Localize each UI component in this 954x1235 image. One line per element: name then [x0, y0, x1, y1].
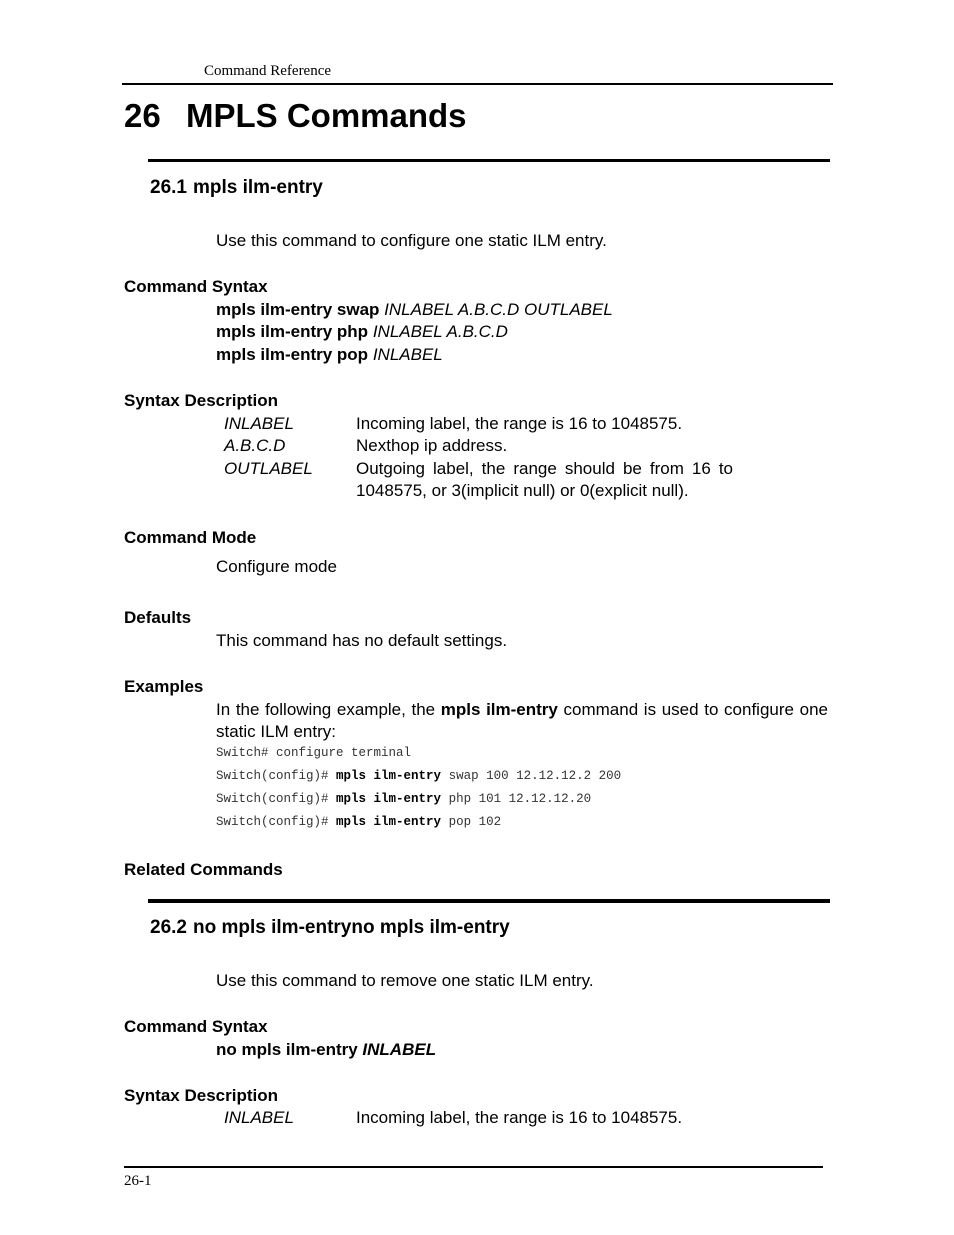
- examples-heading: Examples: [124, 677, 204, 696]
- param-name: INLABEL: [224, 1108, 294, 1127]
- param-name: INLABEL: [224, 414, 294, 433]
- syntax-command: no mpls ilm-entry: [216, 1040, 358, 1059]
- syntax-description-heading: Syntax Description: [124, 391, 278, 410]
- chapter-title: [124, 97, 467, 135]
- param-description: Nexthop ip address.: [356, 436, 508, 455]
- code-prompt: Switch(config)#: [216, 769, 337, 783]
- code-prompt: Switch(config)#: [216, 792, 337, 806]
- chapter-number: 26: [124, 97, 161, 134]
- code-line: [216, 769, 621, 783]
- syntax-line: [216, 300, 613, 320]
- syntax-command: mpls ilm-entry php: [216, 322, 369, 341]
- syntax-line: [216, 1040, 436, 1060]
- section-title: [150, 917, 510, 939]
- param-description: Incoming label, the range is 16 to 1048575.: [356, 1108, 683, 1127]
- syntax-description-heading: Syntax Description: [124, 1086, 278, 1105]
- section-title-text: no mpls ilm-entryno mpls ilm-entry: [193, 917, 510, 938]
- example-intro-command: mpls ilm-entry: [440, 700, 558, 719]
- section-intro: Use this command to configure one static ILM entry.: [216, 231, 607, 250]
- example-intro-text: In the following example, the: [216, 700, 436, 719]
- section-rule: [148, 899, 830, 903]
- section-number: 26.2: [150, 917, 187, 938]
- syntax-args: INLABEL A.B.C.D: [372, 322, 508, 341]
- code-args: swap 100 12.12.12.2 200: [441, 769, 622, 783]
- command-mode-heading: Command Mode: [124, 528, 257, 547]
- param-description: Incoming label, the range is 16 to 1048575.: [356, 414, 683, 433]
- defaults-heading: Defaults: [124, 608, 192, 627]
- section-intro: Use this command to remove one static ILM entry.: [216, 971, 594, 990]
- code-command: mpls ilm-entry: [336, 769, 442, 783]
- footer-rule: [124, 1166, 823, 1168]
- section-title: [150, 177, 323, 199]
- syntax-args: INLABEL: [362, 1040, 437, 1059]
- code-line: [216, 792, 591, 806]
- code-prompt: Switch# configure terminal: [216, 746, 412, 760]
- example-intro: [216, 699, 828, 743]
- code-command: mpls ilm-entry: [336, 815, 442, 829]
- defaults-value: This command has no default settings.: [216, 631, 508, 650]
- page-number: 26-1: [124, 1173, 152, 1189]
- code-prompt: Switch(config)#: [216, 815, 337, 829]
- code-line: [216, 815, 501, 829]
- syntax-command: mpls ilm-entry pop: [216, 345, 369, 364]
- code-args: php 101 12.12.12.20: [441, 792, 592, 806]
- param-description: Outgoing label, the range should be from 16 to 1048575, or 3(implicit null) or 0(explicit null).: [356, 459, 733, 500]
- param-name: OUTLABEL: [224, 459, 313, 478]
- syntax-command: mpls ilm-entry swap: [216, 300, 380, 319]
- syntax-line: [216, 322, 508, 342]
- chapter-title-text: MPLS Commands: [186, 97, 467, 134]
- command-mode-value: Configure mode: [216, 557, 337, 576]
- syntax-args: INLABEL: [372, 345, 443, 364]
- command-syntax-heading: Command Syntax: [124, 277, 268, 296]
- section-rule: [148, 159, 830, 162]
- running-header: Command Reference: [204, 63, 332, 79]
- code-args: pop 102: [441, 815, 502, 829]
- section-title-text: mpls ilm-entry: [193, 177, 323, 198]
- command-syntax-heading: Command Syntax: [124, 1017, 268, 1036]
- code-line: [216, 746, 411, 760]
- header-rule: [122, 83, 833, 85]
- syntax-line: [216, 345, 443, 365]
- code-command: mpls ilm-entry: [336, 792, 442, 806]
- section-number: 26.1: [150, 177, 187, 198]
- example-intro-text: command is used to configure one static ILM entry:: [216, 700, 828, 741]
- related-commands-heading: Related Commands: [124, 860, 283, 879]
- param-name: A.B.C.D: [224, 436, 286, 455]
- syntax-args: INLABEL A.B.C.D OUTLABEL: [384, 300, 613, 319]
